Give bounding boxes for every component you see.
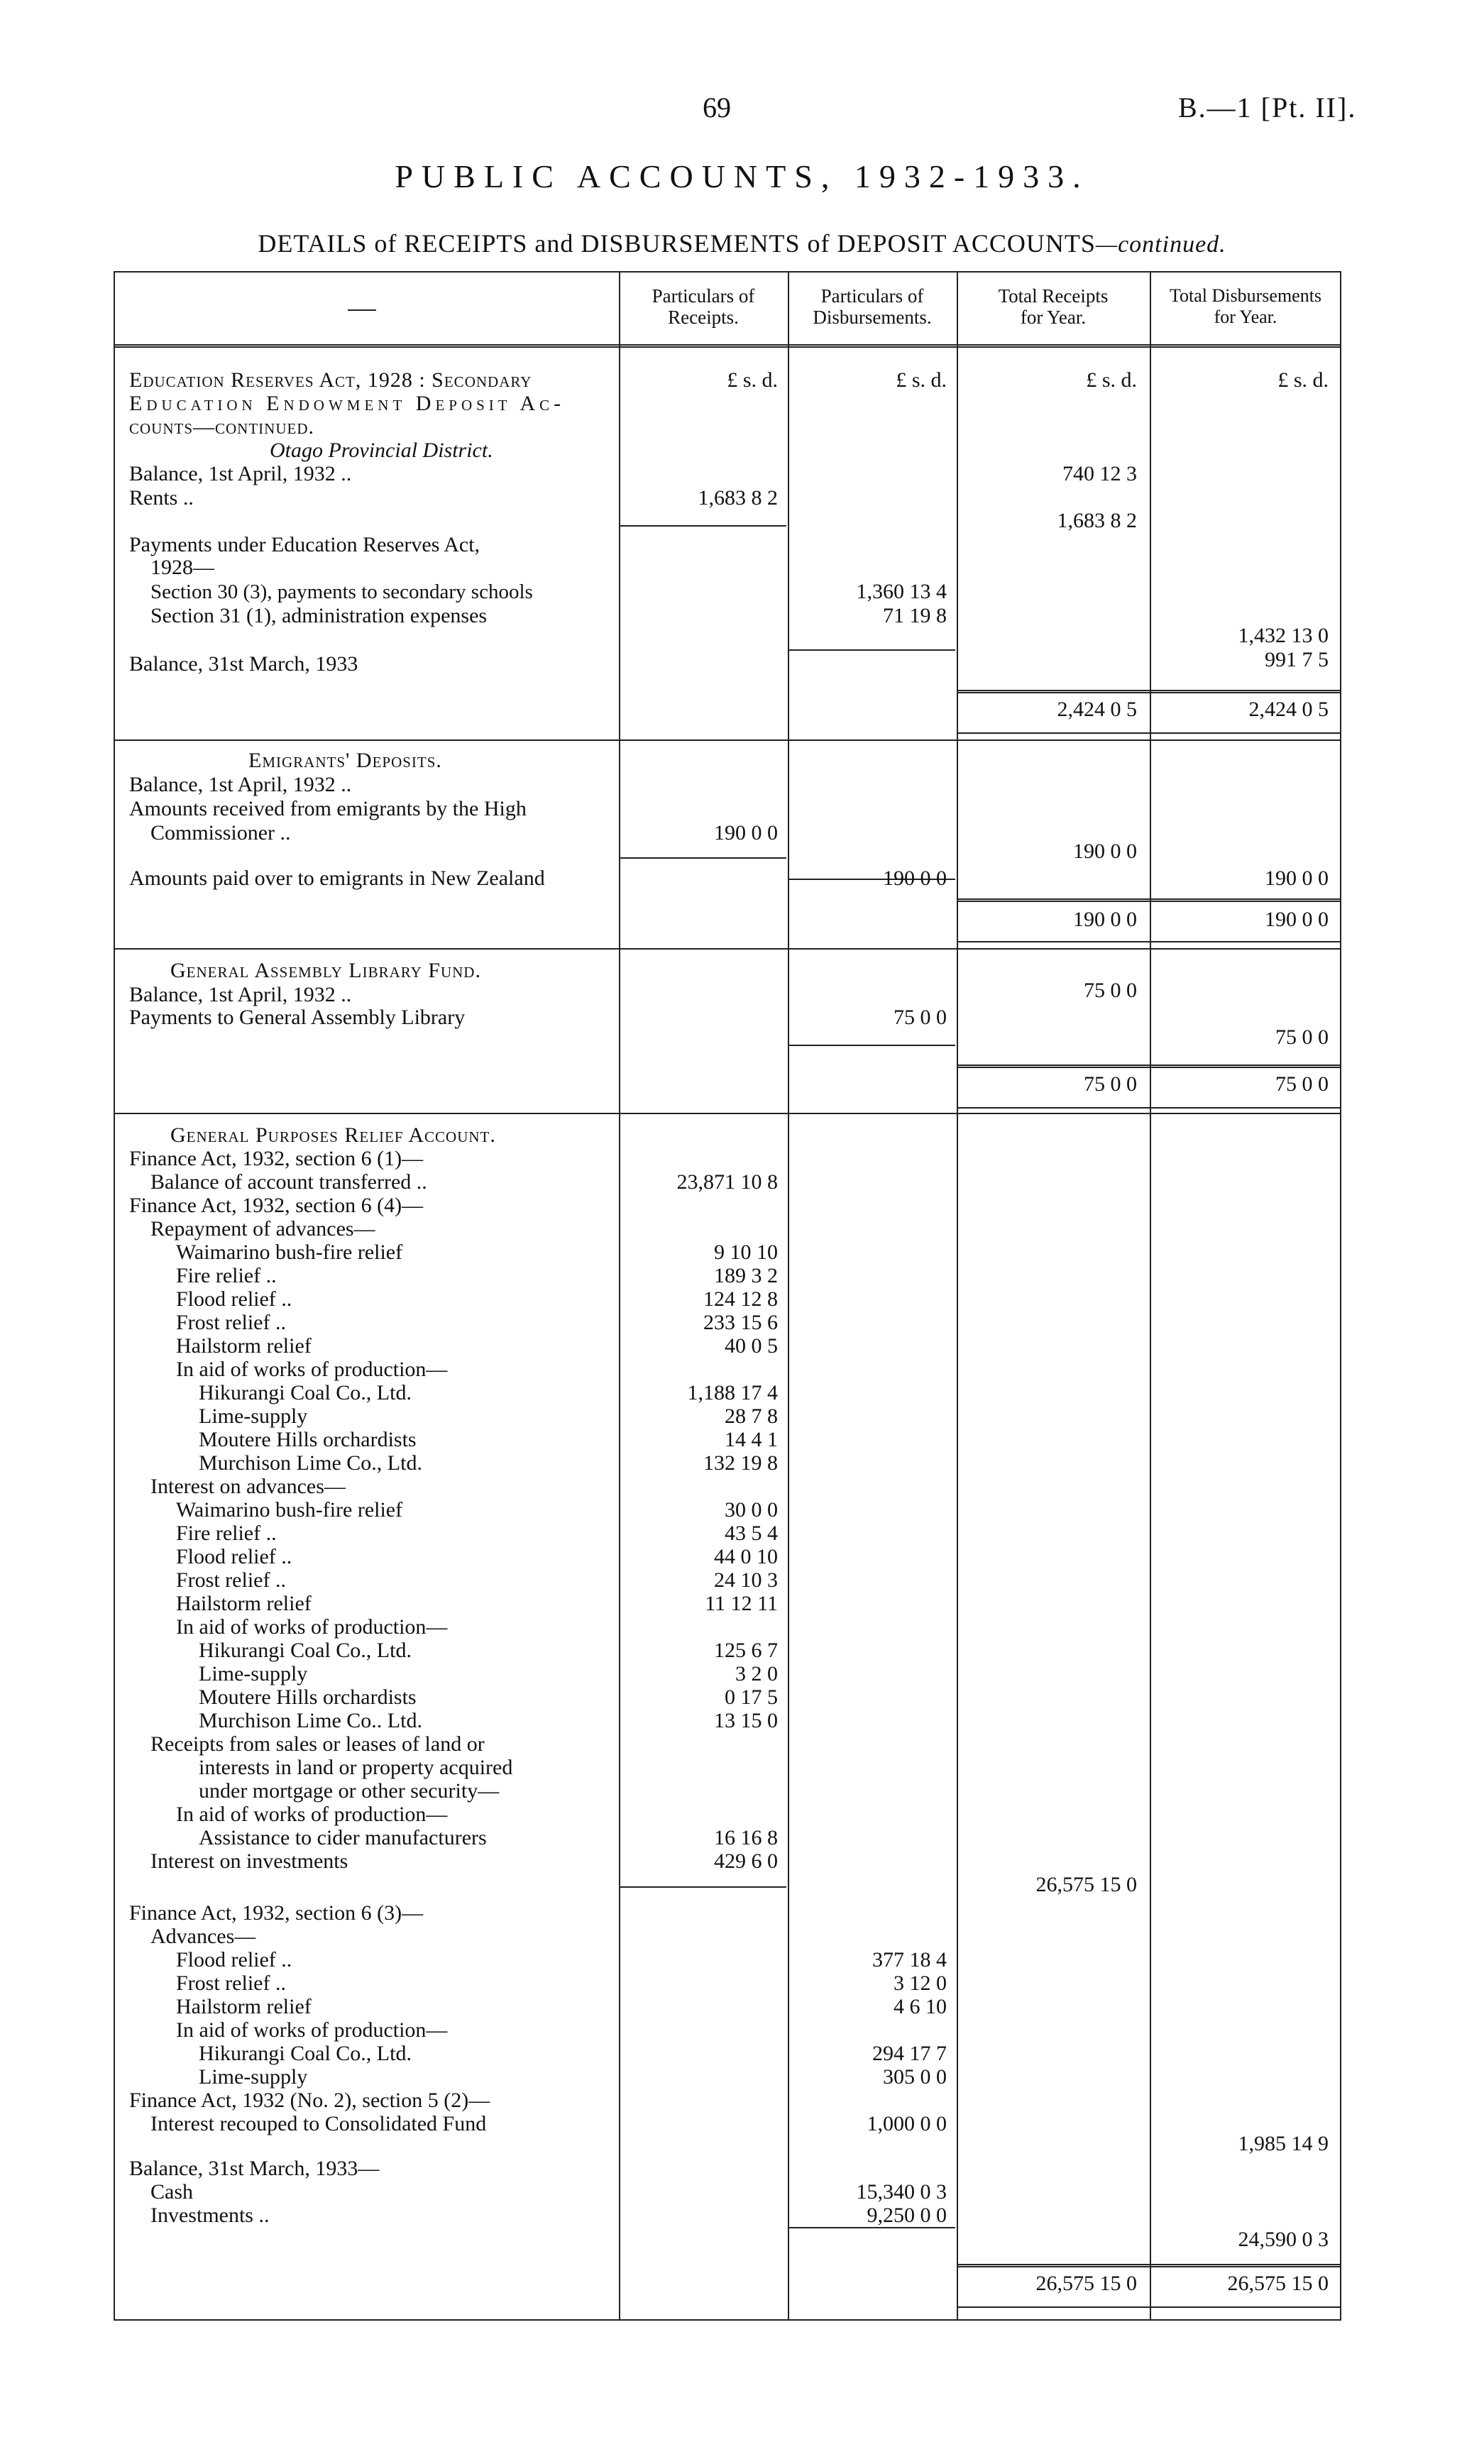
row-label: Amounts received from emigrants by the High [129,797,527,820]
receipt-value: 43 5 4 [725,1522,778,1545]
total-disbursements-value: 1,432 13 0 [1238,624,1329,647]
document-reference: B.—1 [Pt. II]. [1178,92,1357,123]
receipt-value: 9 10 10 [714,1241,778,1264]
total-receipts-value: 26,575 15 0 [1035,1873,1137,1896]
section-title: General Purposes Relief Account. [170,1123,496,1147]
disbursement-value: 1,360 13 4 [856,580,947,603]
row-label: Lime-supply [199,1404,308,1428]
row-label: Fire relief .. [176,1522,277,1545]
grand-total-receipts: 26,575 15 0 [1035,2272,1137,2295]
currency-total-receipts: £ s. d. [1086,368,1137,392]
row-label: Rents .. [129,486,194,510]
receipt-value: 44 0 10 [714,1545,778,1568]
disbursement-value: 377 18 4 [872,1948,947,1971]
grand-total-disbursements: 2,424 0 5 [1248,698,1329,721]
row-label: Balance, 1st April, 1932 .. [129,773,352,796]
receipt-value: 429 6 0 [714,1849,778,1873]
receipt-value: 125 6 7 [714,1639,778,1662]
subtitle-continued: —continued. [1095,231,1226,258]
total-disbursements-value: 190 0 0 [1265,867,1329,890]
row-label: Murchison Lime Co.. Ltd. [199,1709,422,1732]
receipt-value: 1,188 17 4 [687,1381,778,1404]
row-label: Section 30 (3), payments to secondary schools [150,581,533,603]
page-number: 69 [703,92,731,123]
row-label: Interest on advances— [150,1475,346,1498]
row-label: Flood relief .. [176,1545,292,1568]
row-label: Finance Act, 1932, section 6 (3)— [129,1901,424,1925]
row-label: Hikurangi Coal Co., Ltd. [199,1381,412,1404]
section-title-line1: Education Reserves Act, 1928 : Secondary [129,368,532,392]
row-label: Balance, 31st March, 1933 [129,652,358,676]
receipt-value: 23,871 10 8 [676,1170,778,1194]
total-receipts-value: 1,683 8 2 [1057,509,1137,532]
receipt-value: 11 12 11 [705,1592,778,1615]
grand-total-receipts: 75 0 0 [1084,1072,1137,1096]
total-disbursements-value: 991 7 5 [1265,648,1329,671]
receipt-value: 1,683 8 2 [698,486,778,510]
receipt-value: 233 15 6 [703,1311,778,1334]
disbursement-value: 75 0 0 [894,1006,947,1029]
row-label: under mortgage or other security— [199,1779,500,1803]
row-label: Flood relief .. [176,1948,292,1971]
row-label: Frost relief .. [176,1311,286,1334]
header-total-receipts: Total Receipts for Year. [998,285,1109,328]
row-label: Hailstorm relief [176,1592,312,1615]
row-label: Cash [150,2180,193,2204]
row-label: Finance Act, 1932, section 6 (4)— [129,1194,424,1217]
total-receipts-value: 740 12 3 [1062,462,1137,485]
receipt-value: 40 0 5 [725,1334,778,1358]
page-subtitle [0,229,1484,258]
row-label: In aid of works of production— [176,2018,448,2042]
total-receipts-value: 190 0 0 [1073,840,1137,863]
total-disbursements-value: 75 0 0 [1275,1025,1329,1049]
row-label: Hikurangi Coal Co., Ltd. [199,2042,412,2065]
row-label: interests in land or property acquired [199,1756,513,1779]
receipt-value: 189 3 2 [714,1264,778,1287]
grand-total-receipts: 2,424 0 5 [1057,698,1137,721]
row-label: Advances— [150,1925,256,1948]
row-label: Balance of account transferred .. [150,1170,427,1194]
receipt-value: 28 7 8 [725,1404,778,1428]
row-label: Amounts paid over to emigrants in New Zealand [129,867,545,890]
row-label: Commissioner .. [150,821,291,845]
district-label: Otago Provincial District. [270,439,493,462]
row-label: Interest on investments [150,1849,348,1873]
row-label: Repayment of advances— [150,1217,375,1241]
row-label: Lime-supply [199,2065,308,2089]
row-label: Finance Act, 1932, section 6 (1)— [129,1147,424,1170]
section-title: General Assembly Library Fund. [170,959,481,982]
disbursement-value: 305 0 0 [883,2065,947,2089]
header-total-disbursements: Total Disbursements for Year. [1169,285,1322,327]
grand-total-receipts: 190 0 0 [1073,908,1137,931]
grand-total-disbursements: 75 0 0 [1275,1072,1329,1096]
currency-receipts: £ s. d. [727,368,778,392]
row-label: Frost relief .. [176,1971,286,1995]
disbursement-value: 190 0 0 [883,867,947,890]
row-label: Payments under Education Reserves Act, [129,533,480,556]
row-label: Flood relief .. [176,1287,292,1311]
receipt-value: 132 19 8 [703,1451,778,1475]
header-particulars-disbursements: Particulars of Disbursements. [813,285,932,328]
receipt-value: 16 16 8 [714,1826,778,1849]
row-label: In aid of works of production— [176,1803,448,1826]
receipt-value: 124 12 8 [703,1287,778,1311]
row-label: Hailstorm relief [176,1995,312,2018]
row-label: Assistance to cider manufacturers [199,1826,487,1849]
row-label: Hailstorm relief [176,1334,312,1358]
row-label: Finance Act, 1932 (No. 2), section 5 (2)— [129,2089,490,2112]
row-label: 1928— [150,556,214,579]
total-disbursements-value: 1,985 14 9 [1238,2132,1329,2155]
receipt-value: 3 2 0 [735,1662,778,1685]
disbursement-value: 1,000 0 0 [867,2112,947,2135]
row-label: Murchison Lime Co., Ltd. [199,1451,422,1475]
grand-total-disbursements: 26,575 15 0 [1227,2272,1329,2295]
disbursement-value: 4 6 10 [894,1995,947,2018]
row-label: In aid of works of production— [176,1358,448,1381]
currency-total-disbursements: £ s. d. [1277,368,1329,392]
disbursement-value: 71 19 8 [883,604,947,627]
total-receipts-value: 75 0 0 [1084,979,1137,1002]
grand-total-disbursements: 190 0 0 [1265,908,1329,931]
disbursement-value: 15,340 0 3 [856,2180,947,2204]
row-label: Moutere Hills orchardists [199,1428,417,1451]
row-label: Frost relief .. [176,1568,286,1592]
receipt-value: 24 10 3 [714,1568,778,1592]
row-label: Section 31 (1), administration expenses [150,604,488,627]
header-particulars-receipts: Particulars of Receipts. [652,285,755,328]
row-label: Receipts from sales or leases of land or [150,1732,485,1756]
row-label: Payments to General Assembly Library [129,1006,466,1029]
row-label: Lime-supply [199,1662,308,1685]
total-disbursements-value: 24,590 0 3 [1238,2228,1329,2251]
row-label: Balance, 1st April, 1932 .. [129,462,352,485]
row-label: In aid of works of production— [176,1615,448,1639]
row-label: Interest recouped to Consolidated Fund [150,2112,487,2135]
receipt-value: 190 0 0 [714,821,778,845]
receipt-value: 14 4 1 [725,1428,778,1451]
section-title-line3: counts—continued. [129,415,314,439]
receipt-value: 13 15 0 [714,1709,778,1732]
section-title-line2: Education Endowment Deposit Ac- [129,392,566,415]
disbursement-value: 9,250 0 0 [867,2204,947,2227]
receipt-value: 0 17 5 [725,1685,778,1709]
disbursement-value: 3 12 0 [894,1971,947,1995]
row-label: Investments .. [150,2204,270,2227]
row-label: Waimarino bush-fire relief [176,1498,403,1522]
subtitle-text: DETAILS of RECEIPTS and DISBURSEMENTS of DEPOSIT ACCOUNTS [258,229,1096,258]
row-label: Fire relief .. [176,1264,277,1287]
receipt-value: 30 0 0 [725,1498,778,1522]
row-label: Moutere Hills orchardists [199,1685,417,1709]
section-title: Emigrants' Deposits. [248,749,442,772]
row-label: Waimarino bush-fire relief [176,1241,403,1264]
row-label: Balance, 31st March, 1933— [129,2157,380,2180]
row-label: Hikurangi Coal Co., Ltd. [199,1639,412,1662]
page-title: PUBLIC ACCOUNTS, 1932-1933. [395,158,1089,194]
header-dash [348,309,376,311]
currency-disbursements: £ s. d. [896,368,947,392]
disbursement-value: 294 17 7 [872,2042,947,2065]
row-label: Balance, 1st April, 1932 .. [129,983,352,1006]
